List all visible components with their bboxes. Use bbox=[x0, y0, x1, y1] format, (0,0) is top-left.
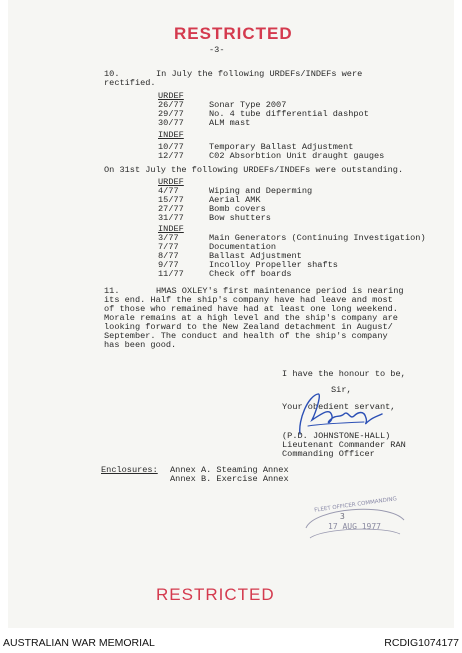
para-11-line: has been good. bbox=[104, 340, 177, 350]
signatory-rank: Lieutenant Commander RAN bbox=[282, 440, 406, 450]
classification-stamp-bottom: RESTRICTED bbox=[156, 585, 275, 604]
defect-desc: Main Generators (Continuing Investigation) bbox=[209, 233, 426, 243]
stamp-number: 3 bbox=[340, 512, 345, 521]
defect-desc: Incolloy Propeller shafts bbox=[209, 260, 338, 270]
para-11-line: of those who remained have had at least one long weekend. bbox=[104, 304, 398, 314]
defect-desc: Wiping and Deperming bbox=[209, 186, 313, 196]
defect-code: 27/77 bbox=[158, 204, 184, 214]
enclosure-item: Annex A. Steaming Annex bbox=[170, 465, 289, 475]
para-11-line: its end. Half the ship's company have had leave and most bbox=[104, 295, 393, 305]
defect-code: 31/77 bbox=[158, 213, 184, 223]
enclosure-item: Annex B. Exercise Annex bbox=[170, 474, 289, 484]
urdef-heading: URDEF bbox=[158, 91, 184, 101]
para-10-number: 10. bbox=[104, 69, 120, 79]
defect-desc: ALM mast bbox=[209, 118, 251, 128]
para-11-line: looking forward to the New Zealand detachment in August/ bbox=[104, 322, 393, 332]
defect-desc: Documentation bbox=[209, 242, 277, 252]
closing-servant: Your obedient servant, bbox=[282, 402, 396, 412]
defect-desc: Bow shutters bbox=[209, 213, 271, 223]
signatory-name: (P.D. JOHNSTONE-HALL) bbox=[282, 431, 391, 441]
defect-code: 8/77 bbox=[158, 251, 179, 261]
defect-desc: Aerial AMK bbox=[209, 195, 261, 205]
classification-stamp-top: RESTRICTED bbox=[174, 24, 293, 43]
defect-desc: Check off boards bbox=[209, 269, 292, 279]
signatory-role: Commanding Officer bbox=[282, 449, 375, 459]
defect-desc: Ballast Adjustment bbox=[209, 251, 302, 261]
para-10-intro-cont: rectified. bbox=[104, 78, 156, 88]
defect-code: 12/77 bbox=[158, 151, 184, 161]
defect-code: 7/77 bbox=[158, 242, 179, 252]
document-page bbox=[8, 0, 454, 628]
archive-footer bbox=[0, 634, 462, 653]
defect-code: 30/77 bbox=[158, 118, 184, 128]
indef-heading-outstanding: INDEF bbox=[158, 224, 184, 234]
defect-code: 10/77 bbox=[158, 142, 184, 152]
defect-desc: C02 Absorbtion Unit draught gauges bbox=[209, 151, 385, 161]
para-11-line: September. The conduct and health of the ship's company bbox=[104, 331, 388, 341]
para-11-line: Morale remains at a high level and the ship's company are bbox=[104, 313, 398, 323]
defect-desc: Temporary Ballast Adjustment bbox=[209, 142, 354, 152]
page-number: -3- bbox=[209, 45, 225, 55]
para-10-intro: In July the following URDEFs/INDEFs were bbox=[156, 69, 363, 79]
archive-name: AUSTRALIAN WAR MEMORIAL bbox=[3, 637, 155, 649]
closing-honour: I have the honour to be, bbox=[282, 369, 406, 379]
defect-code: 3/77 bbox=[158, 233, 179, 243]
para-11-line: HMAS OXLEY's first maintenance period is nearing bbox=[156, 286, 404, 296]
stamp-office-text: FLEET OFFICER COMMANDING bbox=[313, 496, 398, 514]
para-11-number: 11. bbox=[104, 286, 120, 296]
defect-code: 26/77 bbox=[158, 100, 184, 110]
defect-desc: Bomb covers bbox=[209, 204, 266, 214]
stamp-date: 17 AUG 1977 bbox=[328, 522, 381, 531]
enclosures-label: Enclosures: bbox=[101, 465, 158, 475]
record-id: RCDIG1074177 bbox=[384, 637, 459, 649]
indef-heading: INDEF bbox=[158, 130, 184, 140]
defect-code: 15/77 bbox=[158, 195, 184, 205]
defect-code: 9/77 bbox=[158, 260, 179, 270]
defect-code: 29/77 bbox=[158, 109, 184, 119]
closing-sir: Sir, bbox=[331, 385, 352, 395]
urdef-heading-outstanding: URDEF bbox=[158, 177, 184, 187]
defect-desc: No. 4 tube differential dashpot bbox=[209, 109, 369, 119]
defect-code: 4/77 bbox=[158, 186, 179, 196]
defect-desc: Sonar Type 2007 bbox=[209, 100, 287, 110]
outstanding-intro: On 31st July the following URDEFs/INDEFs were outstanding. bbox=[104, 165, 404, 175]
defect-code: 11/77 bbox=[158, 269, 184, 279]
